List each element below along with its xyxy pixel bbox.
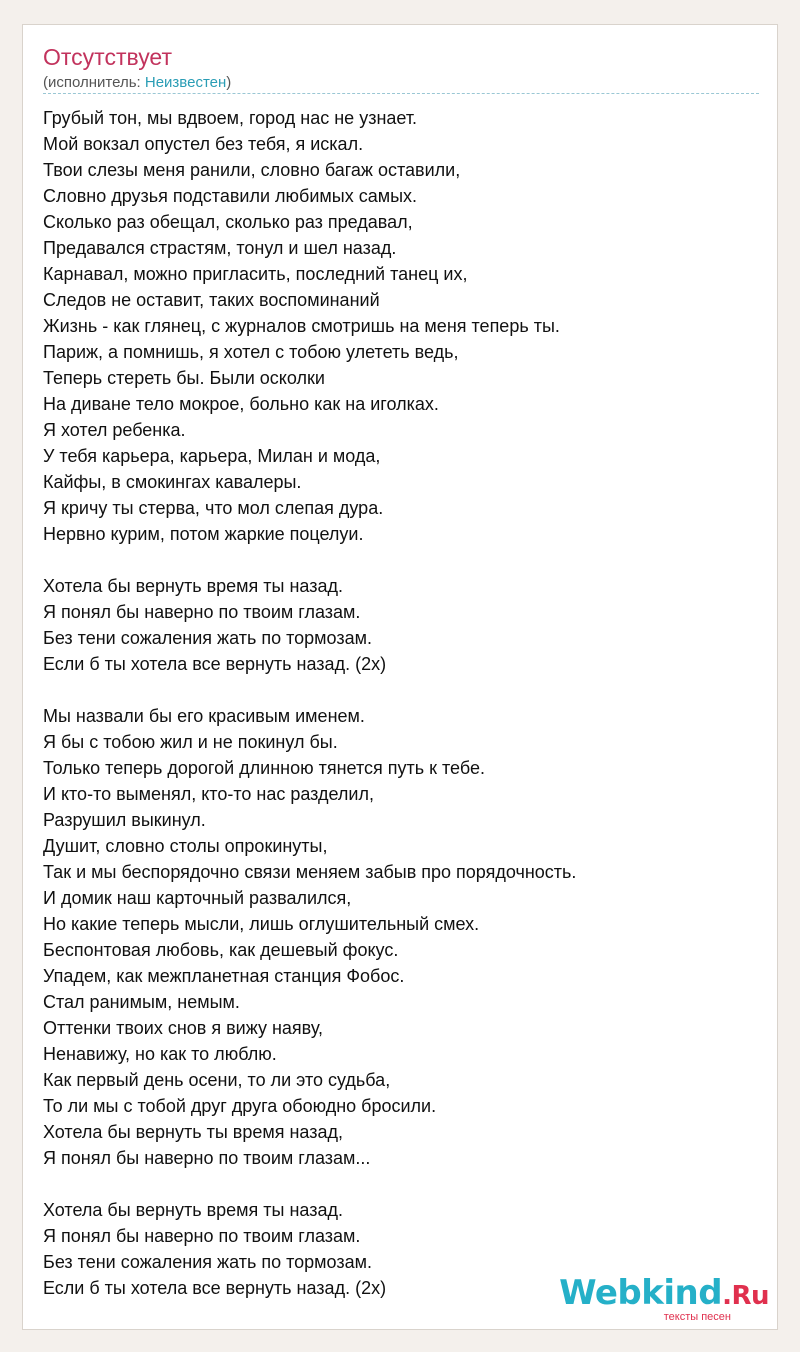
lyrics-body [43, 105, 759, 1301]
lyric-line: Без тени сожаления жать по тормозам. [43, 1252, 372, 1272]
lyric-line: Стал ранимым, немым. [43, 992, 240, 1012]
lyric-line: Я понял бы наверно по твоим глазам. [43, 602, 361, 622]
logo-tagline: тексты песен [663, 1311, 731, 1323]
stanza-break [43, 547, 759, 573]
lyric-line: На диване тело мокрое, больно как на иголках. [43, 394, 439, 414]
lyric-line: Я понял бы наверно по твоим глазам. [43, 1226, 361, 1246]
stanza-break [43, 1171, 759, 1197]
site-logo[interactable] [559, 1275, 769, 1323]
lyric-line: Словно друзья подставили любимых самых. [43, 186, 418, 206]
lyric-line: Хотела бы вернуть время ты назад. [43, 576, 343, 596]
artist-line [43, 73, 231, 93]
stanza-break [43, 677, 759, 703]
lyric-line: Предавался страстям, тонул и шел назад. [43, 238, 397, 258]
lyric-line: Следов не оставит, таких воспоминаний [43, 290, 380, 310]
lyric-line: Без тени сожаления жать по тормозам. [43, 628, 372, 648]
lyric-line: Париж, а помнишь, я хотел с тобою улететь ведь, [43, 342, 459, 362]
lyric-line: Хотела бы вернуть ты время назад, [43, 1122, 343, 1142]
lyric-line: Мы назвали бы его красивым именем. [43, 706, 365, 726]
song-title: Отсутствует [43, 44, 172, 70]
lyric-line: Так и мы беспорядочно связи меняем забыв про порядочность. [43, 862, 577, 882]
lyric-line: Я кричу ты стерва, что мол слепая дура. [43, 498, 384, 518]
lyric-line: Только теперь дорогой длинною тянется путь к тебе. [43, 758, 485, 778]
lyric-line: Я понял бы наверно по твоим глазам... [43, 1148, 371, 1168]
lyric-line: И кто-то выменял, кто-то нас разделил, [43, 784, 374, 804]
lyric-line: Хотела бы вернуть время ты назад. [43, 1200, 343, 1220]
lyric-line: Сколько раз обещал, сколько раз предавал, [43, 212, 413, 232]
lyric-line: У тебя карьера, карьера, Милан и мода, [43, 446, 381, 466]
logo-tld: .Ru [722, 1281, 769, 1311]
lyric-line: Ненавижу, но как то люблю. [43, 1044, 277, 1064]
lyric-line: Теперь стереть бы. Были осколки [43, 368, 325, 388]
lyric-line: Жизнь - как глянец, с журналов смотришь на меня теперь ты. [43, 316, 560, 336]
artist-link[interactable]: Неизвестен [144, 74, 227, 91]
lyric-line: Беспонтовая любовь, как дешевый фокус. [43, 940, 399, 960]
artist-suffix: ) [226, 74, 232, 91]
lyric-line: Карнавал, можно пригласить, последний танец их, [43, 264, 468, 284]
lyric-line: Разрушил выкинул. [43, 810, 206, 830]
lyric-line: Упадем, как межпланетная станция Фобос. [43, 966, 405, 986]
lyric-line: Душит, словно столы опрокинуты, [43, 836, 328, 856]
lyric-line: Если б ты хотела все вернуть назад. (2x) [43, 1278, 387, 1298]
lyric-line: Я бы с тобою жил и не покинул бы. [43, 732, 338, 752]
logo-main-text: Webkind [559, 1273, 723, 1313]
logo-wordmark [559, 1275, 769, 1314]
lyric-line: Как первый день осени, то ли это судьба, [43, 1070, 391, 1090]
lyrics-card [22, 24, 778, 1330]
lyric-line: Нервно курим, потом жаркие поцелуи. [43, 524, 364, 544]
lyric-line: Но какие теперь мысли, лишь оглушительный смех. [43, 914, 480, 934]
lyric-line: Кайфы, в смокингах кавалеры. [43, 472, 302, 492]
lyric-line: Грубый тон, мы вдвоем, город нас не узнает. [43, 108, 418, 128]
lyric-line: Мой вокзал опустел без тебя, я искал. [43, 134, 364, 154]
divider [43, 93, 759, 94]
lyric-line: Твои слезы меня ранили, словно багаж оставили, [43, 160, 461, 180]
lyric-line: Если б ты хотела все вернуть назад. (2x) [43, 654, 387, 674]
artist-prefix: (исполнитель: [43, 74, 145, 91]
lyric-line: Оттенки твоих снов я вижу наяву, [43, 1018, 324, 1038]
lyric-line: Я хотел ребенка. [43, 420, 186, 440]
lyric-line: То ли мы с тобой друг друга обоюдно бросили. [43, 1096, 437, 1116]
lyric-line: И домик наш карточный развалился, [43, 888, 352, 908]
